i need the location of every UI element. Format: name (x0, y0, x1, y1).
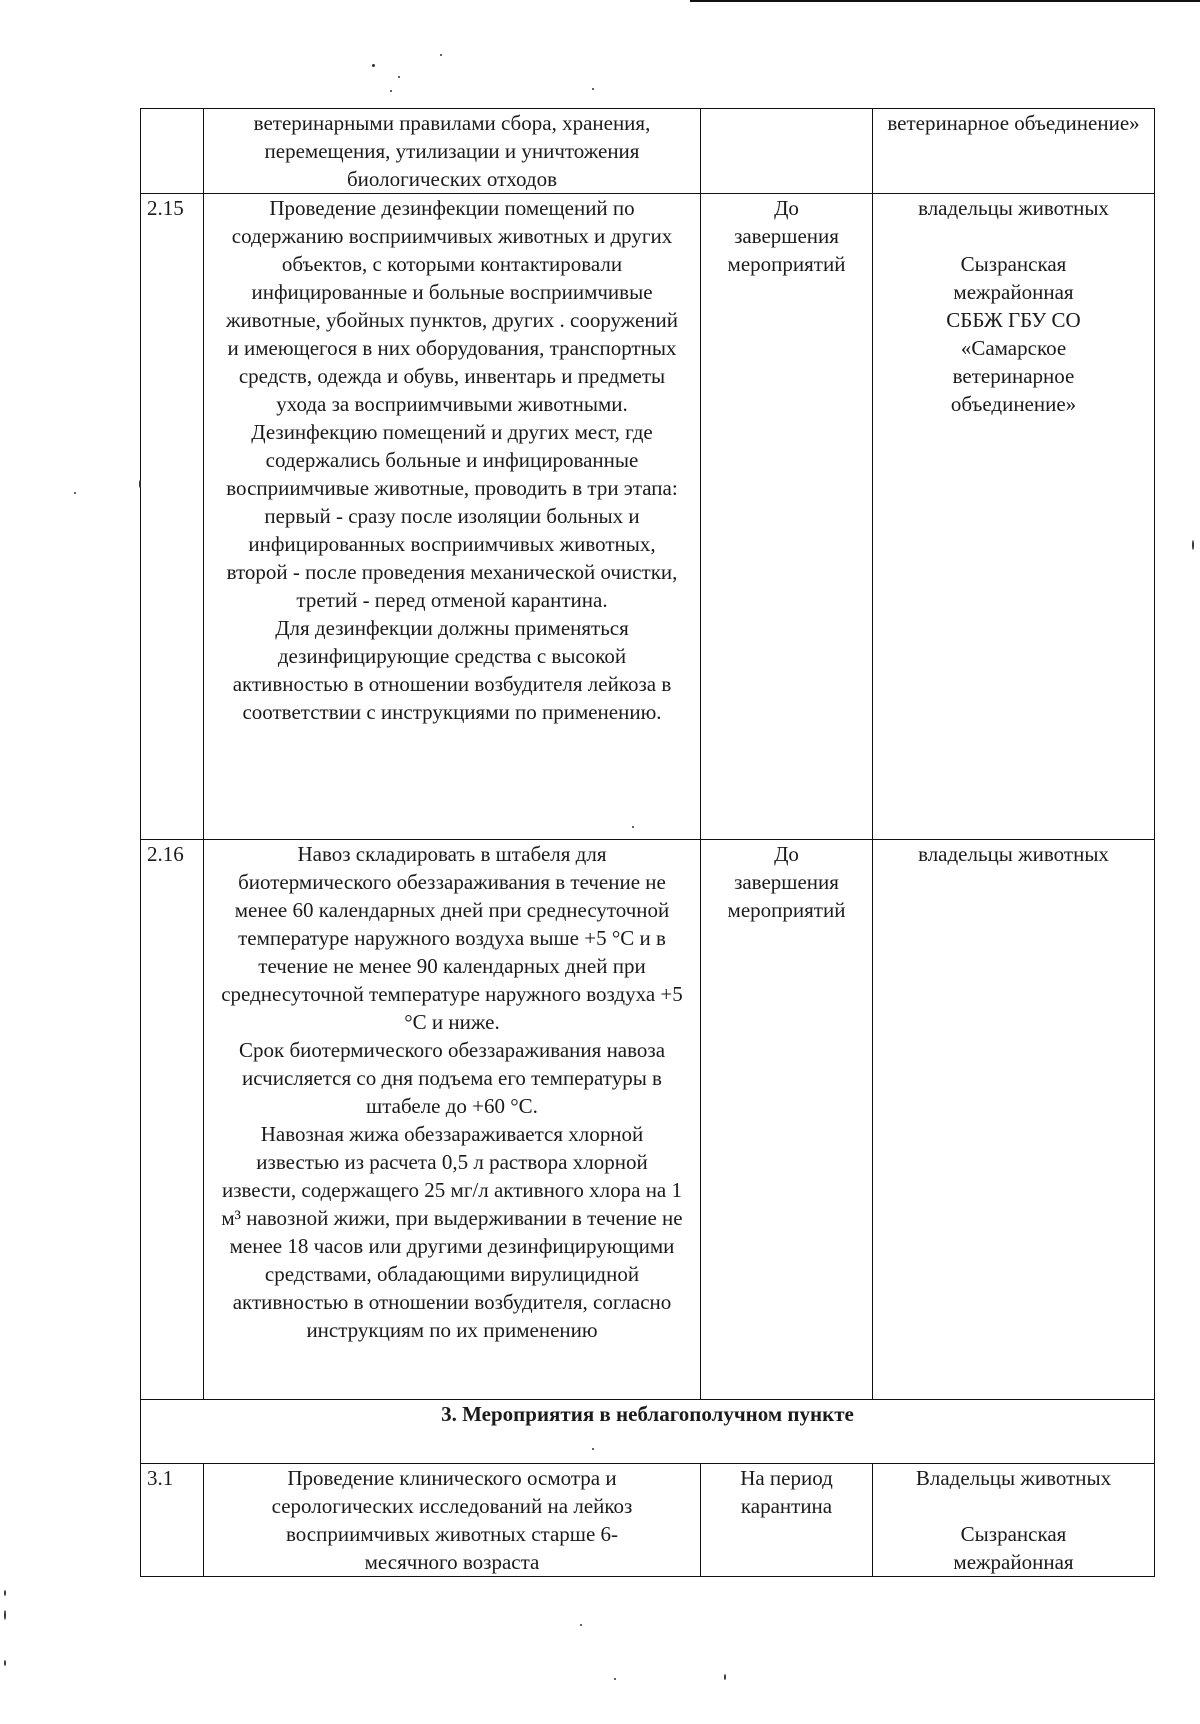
scan-speck (390, 90, 392, 92)
measure-text (204, 840, 701, 1400)
measure-paragraph: Дезинфекцию помещений и других мест, где содержались больные и инфицированные восприимчивые животные, проводить в три этапа: первый - сразу после изоляции больных и инфицированных восприимчивых животных, второй - после проведения механической очистки, третий - перед отменой карантина. (226, 420, 678, 612)
scan-speck (440, 54, 442, 56)
scan-speck (592, 88, 594, 90)
responsible-cell: Владельцы животных Сызранская межрайонная (873, 1464, 1155, 1577)
scan-speck (724, 1674, 726, 1680)
scan-border-line (690, 0, 1200, 2)
measure-paragraph: Проведение дезинфекции помещений по содержанию восприимчивых животных и других объектов, с которыми контактировали инфицированные и больные восприимчивые животные, убойных пунктов, других . сооружений и имеющегося в них оборудования, транспортных средств, одежда и обувь, инвентарь и предметы ухода за восприимчивыми животными. (225, 196, 679, 416)
table-row (141, 109, 1155, 194)
table-row (141, 840, 1155, 1400)
scan-speck (632, 826, 634, 828)
measure-text (204, 1464, 701, 1577)
scan-speck (592, 1448, 594, 1450)
row-number (141, 109, 204, 194)
term-cell (701, 109, 873, 194)
measure-paragraph: Проведение клинического осмотра и серологических исследований на лейкоз восприимчивых животных старше 6-месячного возраста (271, 1466, 633, 1574)
table-row (141, 1464, 1155, 1577)
responsible-cell: владельцы животных Сызранская межрайонная СББЖ ГБУ СО «Самарское ветеринарное объединение» (873, 194, 1155, 840)
measure-text (204, 194, 701, 840)
row-number: 2.15 (141, 194, 204, 840)
scan-speck (139, 480, 141, 488)
measure-paragraph: Навозная жижа обеззараживается хлорной известью из расчета 0,5 л раствора хлорной извести, содержащего 25 мг/л активного хлора на 1 м³ навозной жижи, при выдерживании в течение не менее 18 часов или другими дезинфицирующими средствами, обладающими вирулицидной активностью в отношении возбудителя, согласно инструкциям по их применению (221, 1122, 683, 1342)
term-cell: До завершения мероприятий (701, 194, 873, 840)
section-row (141, 1400, 1155, 1464)
table-row (141, 194, 1155, 840)
scan-speck (4, 1590, 6, 1596)
term-cell: До завершения мероприятий (701, 840, 873, 1400)
scan-speck (4, 1610, 6, 1620)
section-heading: 3. Мероприятия в неблагополучном пункте (141, 1400, 1155, 1464)
measure-text (204, 109, 701, 194)
scan-speck (372, 64, 375, 67)
responsible-cell: владельцы животных (873, 840, 1155, 1400)
measure-paragraph: Навоз складировать в штабеля для биотермического обеззараживания в течение не менее 60 календарных дней при среднесуточной температуре наружного воздуха выше +5 °С и в течение не менее 90 календарных дней при среднесуточной температуре наружного воздуха +5 °С и ниже. (221, 842, 683, 1034)
row-number: 3.1 (141, 1464, 204, 1577)
measure-paragraph: ветеринарными правилами сбора, хранения, перемещения, утилизации и уничтожения биологических отходов (253, 111, 651, 191)
scan-speck (580, 1624, 582, 1626)
measures-table (140, 108, 1155, 1577)
term-cell: На период карантина (701, 1464, 873, 1577)
scan-speck (1192, 540, 1194, 550)
scan-speck (4, 1660, 6, 1666)
measure-paragraph: Срок биотермического обеззараживания навоза исчисляется со дня подъема его температуры в штабеле до +60 °С. (238, 1038, 666, 1118)
scan-speck (398, 76, 400, 78)
responsible-cell: ветеринарное объединение» (873, 109, 1155, 194)
measure-paragraph: Для дезинфекции должны применяться дезинфицирующие средства с высокой активностью в отношении возбудителя лейкоза в соответствии с инструкциями по применению. (232, 616, 672, 724)
scan-speck (74, 492, 76, 494)
row-number: 2.16 (141, 840, 204, 1400)
scan-speck (614, 1678, 616, 1680)
